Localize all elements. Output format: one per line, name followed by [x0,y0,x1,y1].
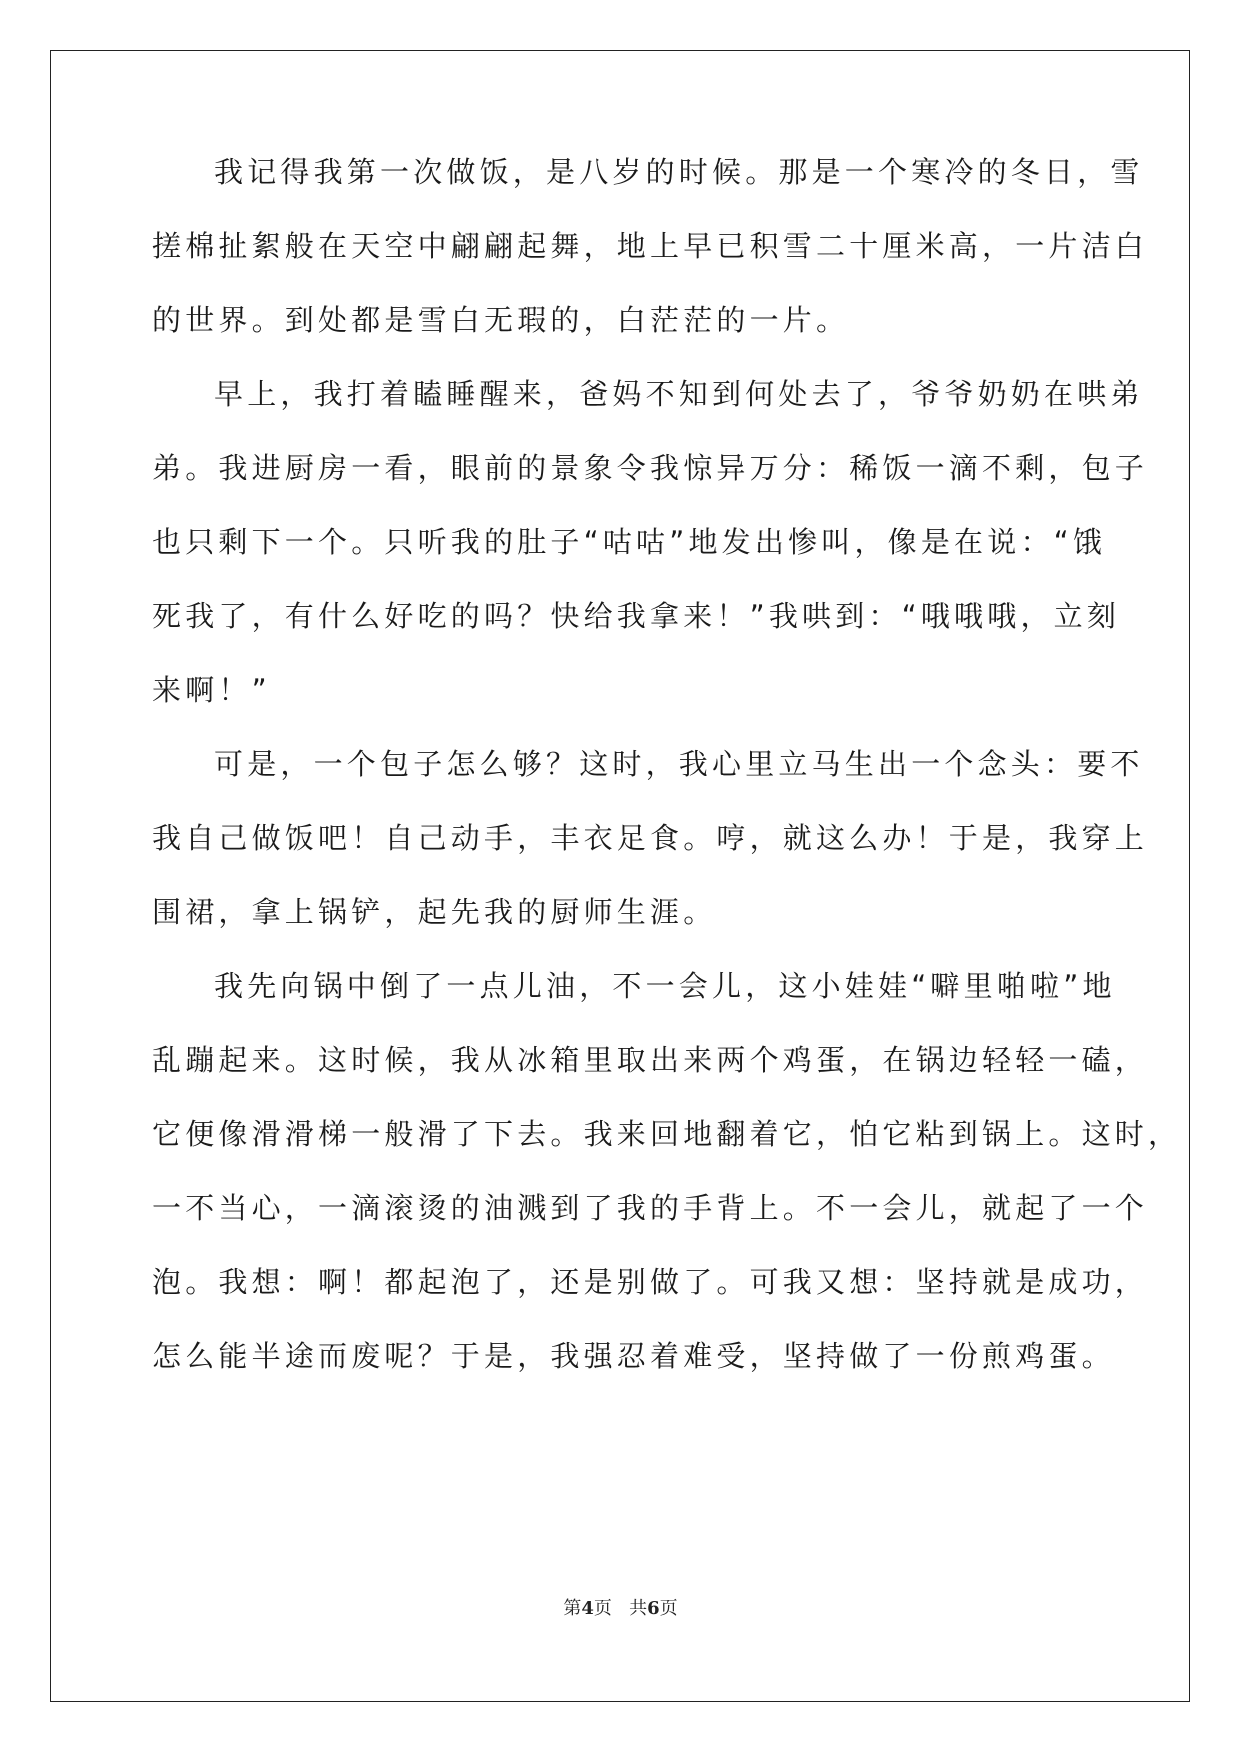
page-prefix: 第 [563,1598,582,1619]
page-frame [50,50,1190,1702]
total-prefix: 共 [629,1598,648,1619]
text-line: 的世界。到处都是雪白无瑕的，白茫茫的一片。 [152,303,850,337]
text-line: 围裙，拿上锅铲，起先我的厨师生涯。 [152,895,717,929]
text-line: 我记得我第一次做饭，是八岁的时候。那是一个寒冷的冬日，雪 [214,155,1144,189]
page-footer [0,1594,1241,1620]
text-line: 我先向锅中倒了一点儿油，不一会儿，这小娃娃“噼里啪啦”地 [214,969,1116,1003]
text-line: 死我了，有什么好吃的吗？快给我拿来！”我哄到：“哦哦哦，立刻 [152,599,1121,633]
text-line: 它便像滑滑梯一般滑了下去。我来回地翻着它，怕它粘到锅上。这时， [152,1117,1182,1151]
text-line: 怎么能半途而废呢？于是，我强忍着难受，坚持做了一份煎鸡蛋。 [152,1339,1115,1373]
text-line: 泡。我想：啊！都起泡了，还是别做了。可我又想：坚持就是成功， [152,1265,1149,1299]
text-line: 可是，一个包子怎么够？这时，我心里立马生出一个念头：要不 [214,747,1144,781]
text-line: 也只剩下一个。只听我的肚子“咕咕”地发出惨叫，像是在说：“饿 [152,525,1107,559]
text-line: 早上，我打着瞌睡醒来，爸妈不知到何处去了，爷爷奶奶在哄弟 [214,377,1144,411]
current-page-number: 4 [581,1598,594,1619]
page-suffix: 页 [593,1598,612,1619]
text-line: 搓棉扯絮般在天空中翩翩起舞，地上早已积雪二十厘米高，一片洁白 [152,229,1149,263]
text-line: 我自己做饭吧！自己动手，丰衣足食。哼，就这么办！于是，我穿上 [152,821,1149,855]
total-page-number: 6 [647,1598,660,1619]
text-line: 一不当心，一滴滚烫的油溅到了我的手背上。不一会儿，就起了一个 [152,1191,1149,1225]
total-suffix: 页 [659,1598,678,1619]
text-line: 弟。我进厨房一看，眼前的景象令我惊异万分：稀饭一滴不剩，包子 [152,451,1149,485]
text-line: 来啊！” [152,673,271,707]
text-line: 乱蹦起来。这时候，我从冰箱里取出来两个鸡蛋，在锅边轻轻一磕， [152,1043,1149,1077]
